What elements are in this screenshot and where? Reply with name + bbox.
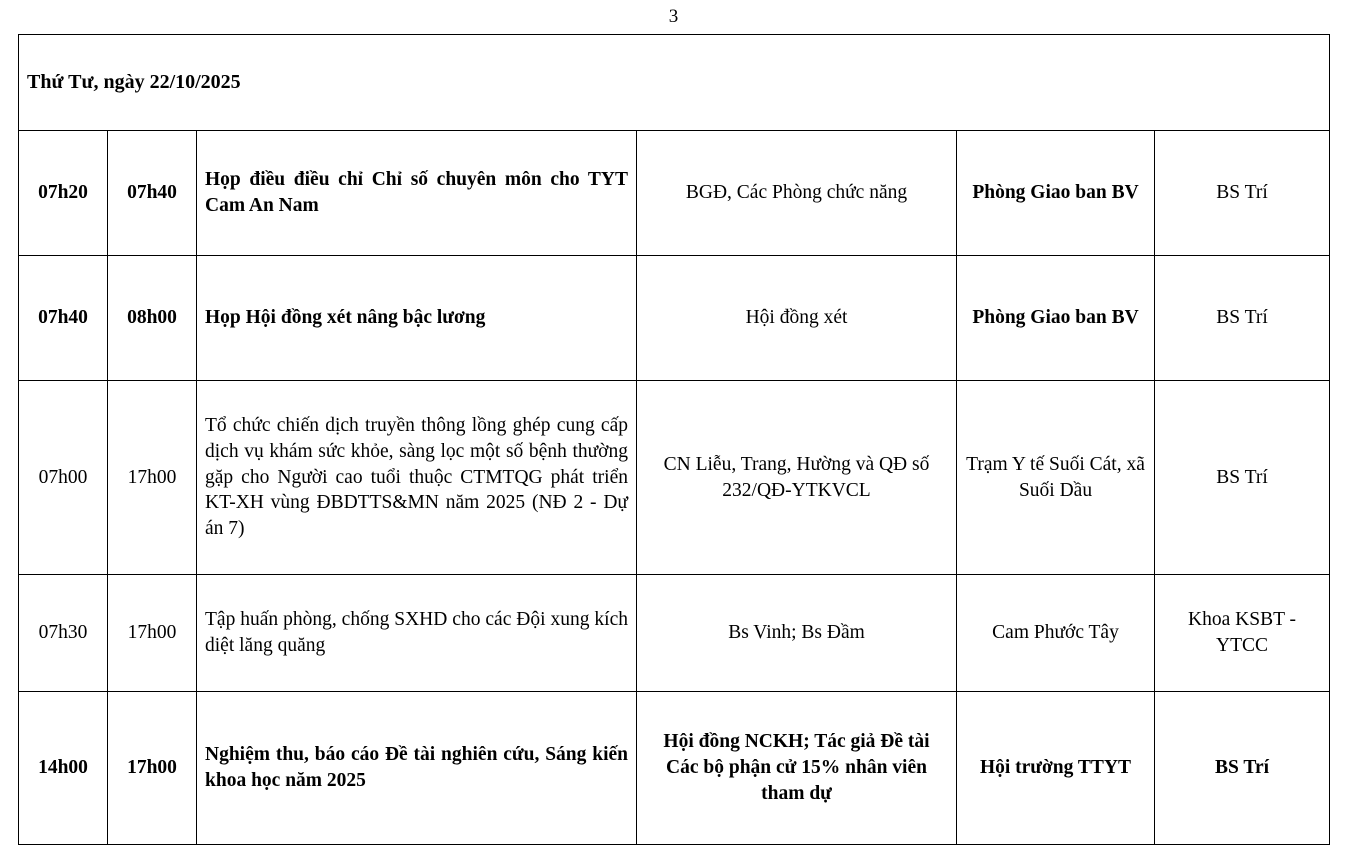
row-content: Họp Hội đồng xét nâng bậc lương: [197, 256, 637, 381]
row-content: Họp điều điều chỉ Chỉ số chuyên môn cho TYT Cam An Nam: [197, 131, 637, 256]
row-participants: CN Liễu, Trang, Hường và QĐ số 232/QĐ-YTKVCL: [637, 381, 957, 575]
row-location: Hội trường TTYT: [957, 692, 1155, 845]
row-end-time: 08h00: [108, 256, 197, 381]
table-row: [19, 131, 1330, 256]
row-participants: BGĐ, Các Phòng chức năng: [637, 131, 957, 256]
row-host: BS Trí: [1155, 692, 1330, 845]
table-row: [19, 381, 1330, 575]
row-host: Khoa KSBT - YTCC: [1155, 575, 1330, 692]
table-row: [19, 575, 1330, 692]
row-host: BS Trí: [1155, 256, 1330, 381]
row-start-time: 07h40: [19, 256, 108, 381]
day-header-row: [19, 35, 1330, 131]
row-end-time: 17h00: [108, 692, 197, 845]
row-host: BS Trí: [1155, 381, 1330, 575]
row-content: Tổ chức chiến dịch truyền thông lồng ghép cung cấp dịch vụ khám sức khỏe, sàng lọc một số bệnh thường gặp cho Người cao tuổi thuộc CTMTQG phát triển KT-XH vùng ĐBDTTS&MN năm 2025 (NĐ 2 - Dự án 7): [197, 381, 637, 575]
row-participants: Hội đồng NCKH; Tác giả Đề tài Các bộ phận cử 15% nhân viên tham dự: [637, 692, 957, 845]
row-participants: Hội đồng xét: [637, 256, 957, 381]
row-start-time: 07h20: [19, 131, 108, 256]
row-location: Phòng Giao ban BV: [957, 131, 1155, 256]
table-row: [19, 256, 1330, 381]
table-row: [19, 692, 1330, 845]
row-start-time: 07h30: [19, 575, 108, 692]
row-content: Nghiệm thu, báo cáo Đề tài nghiên cứu, Sáng kiến khoa học năm 2025: [197, 692, 637, 845]
row-end-time: 17h00: [108, 575, 197, 692]
schedule-table: [18, 34, 1330, 845]
schedule-table-container: [0, 30, 1347, 845]
page-number: 3: [668, 6, 679, 27]
day-header-cell: [19, 35, 1330, 131]
row-location: Trạm Y tế Suối Cát, xã Suối Dầu: [957, 381, 1155, 575]
row-start-time: 07h00: [19, 381, 108, 575]
row-host: BS Trí: [1155, 131, 1330, 256]
row-end-time: 07h40: [108, 131, 197, 256]
row-participants: Bs Vinh; Bs Đầm: [637, 575, 957, 692]
row-start-time: 14h00: [19, 692, 108, 845]
row-end-time: 17h00: [108, 381, 197, 575]
day-header-label: Thứ Tư, ngày 22/10/2025: [27, 71, 241, 94]
row-location: Cam Phước Tây: [957, 575, 1155, 692]
row-location: Phòng Giao ban BV: [957, 256, 1155, 381]
row-content: Tập huấn phòng, chống SXHD cho các Đội xung kích diệt lăng quăng: [197, 575, 637, 692]
